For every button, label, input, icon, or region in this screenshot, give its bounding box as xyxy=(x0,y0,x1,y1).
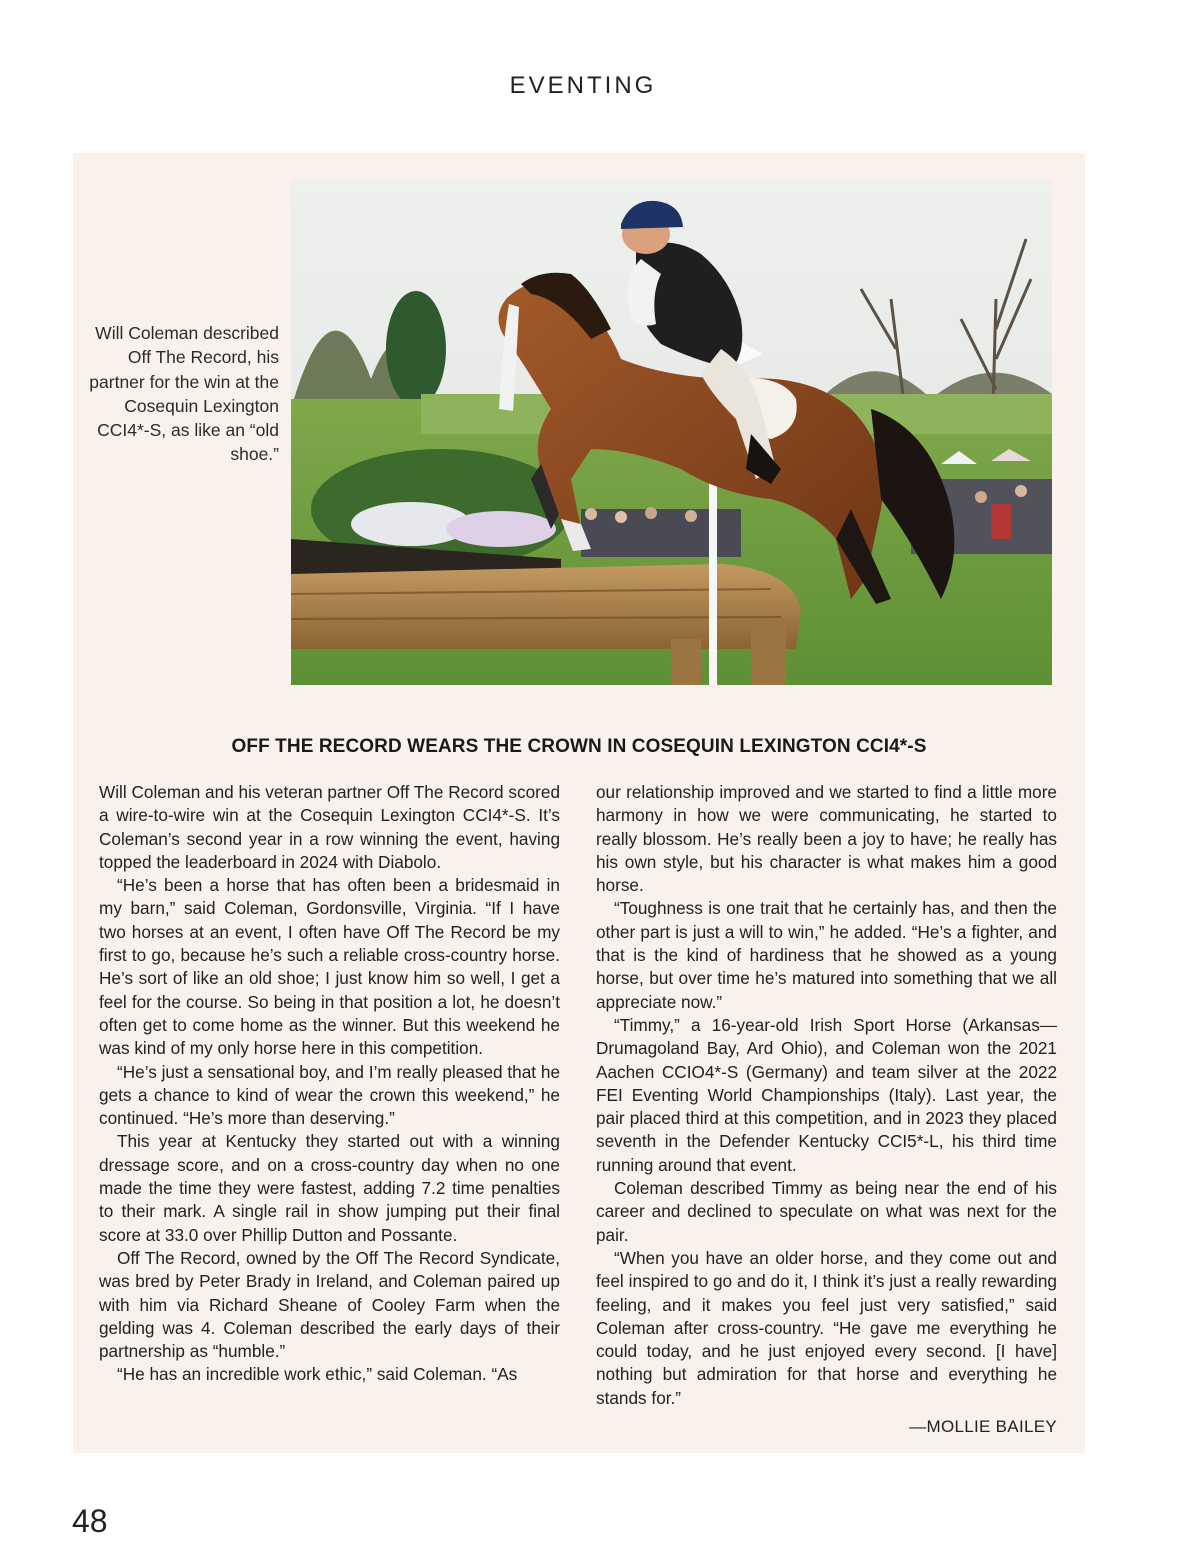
paragraph: “He’s been a horse that has often been a bridesmaid in my barn,” said Coleman, Gordonsville, Virginia. “If I have two horses at an event, I often have Off The Record be my first to go, because he’s such a reliable cross-country horse. He’s sort of like an old shoe; I just know him so well, I get a feel for the course. So being in that position a lot, he doesn’t often get to come home as the winner. But this weekend he was kind of my only horse here in this competition. xyxy=(99,875,560,1059)
paragraph: This year at Kentucky they started out with a winning dressage score, and on a cross-country day when no one made the time they were fastest, adding 7.2 time penalties to their mark. A single rail in show jumping put their final score at 33.0 over Phillip Dutton and Possante. xyxy=(99,1131,560,1245)
article-headline: OFF THE RECORD WEARS THE CROWN IN COSEQUIN LEXINGTON CCI4*-S xyxy=(231,736,927,757)
article-right-column xyxy=(596,781,1057,1410)
paragraph: “When you have an older horse, and they come out and feel inspired to go and do it, I think it’s just a really rewarding feeling, and it makes you feel just very satisfied,” said Coleman after cross-country. “He gave me everything he could today, and he just enjoyed every second. [I have] nothing but admiration for that horse and everything he stands for.” xyxy=(596,1247,1057,1408)
paragraph: Coleman described Timmy as being near the end of his career and declined to speculate on what was next for the pair. xyxy=(596,1178,1057,1245)
paragraph: our relationship improved and we started to find a little more harmony in how we were communicating, he started to really blossom. He’s really been a joy to have; he really has his own style, but his character is what makes him a good horse. xyxy=(596,782,1057,896)
paragraph: “He has an incredible work ethic,” said Coleman. “As xyxy=(117,1364,518,1385)
article-left-column xyxy=(99,781,560,1387)
author-byline: —MOLLIE BAILEY xyxy=(909,1417,1057,1436)
paragraph: Will Coleman and his veteran partner Off The Record scored a wire-to-wire win at the Cosequin Lexington CCI4*-S. It’s Coleman’s second year in a row winning the event, having topped the leaderboard in 2024 with Diabolo. xyxy=(99,782,560,872)
paragraph: “Toughness is one trait that he certainly has, and then the other part is just a will to win,” he added. “He’s a fighter, and that is the kind of hardiness that he showed as a young horse, but over time he’s matured into something that we all appreciate now.” xyxy=(596,898,1057,1012)
page-number: 48 xyxy=(72,1503,108,1539)
section-label: EVENTING xyxy=(509,72,657,99)
horse-jump-photo xyxy=(291,179,1052,685)
paragraph: “Timmy,” a 16-year-old Irish Sport Horse (Arkansas—Drumagoland Bay, Ard Ohio), and Coleman won the 2021 Aachen CCIO4*-S (Germany) and team silver at the 2022 FEI Eventing World Championships (Italy). Last year, the pair placed third at this competition, and in 2023 they placed seventh in the Defender Kentucky CCI5*-L, his third time running around that event. xyxy=(596,1014,1057,1175)
paragraph: “He’s just a sensational boy, and I’m really pleased that he gets a chance to kind of wear the crown this weekend,” he continued. “He’s more than deserving.” xyxy=(99,1061,560,1129)
photo-caption: Will Coleman described Off The Record, his partner for the win at the Cosequin Lexington CCI4*-S, as like an “old shoe.” xyxy=(89,323,279,465)
paragraph: Off The Record, owned by the Off The Record Syndicate, was bred by Peter Brady in Ireland, and Coleman paired up with him via Richard Sheane of Cooley Farm when the gelding was 4. Coleman described the early days of their partnership as “humble.” xyxy=(99,1247,560,1362)
